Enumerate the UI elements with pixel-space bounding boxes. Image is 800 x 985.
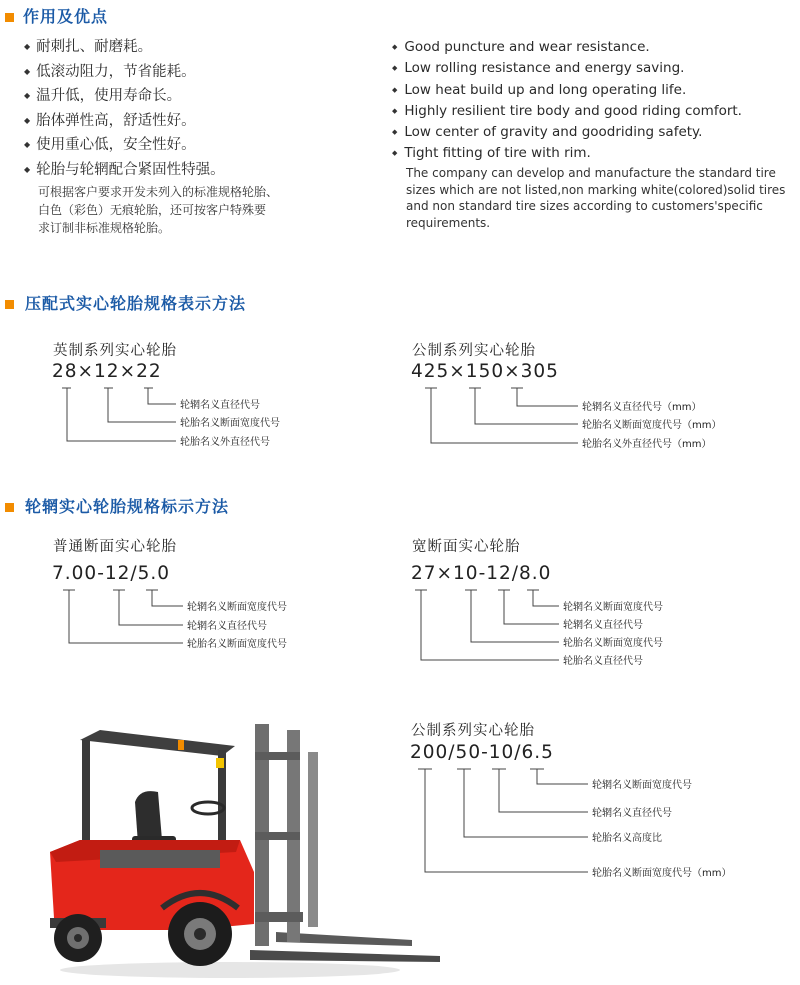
leader-line	[146, 590, 183, 606]
advantage-item-cn: ◆ 胎体弹性高，舒适性好。	[24, 110, 225, 135]
leader-line	[465, 590, 559, 642]
legend-label: 轮胎名义断面宽度代号（mm）	[582, 420, 722, 431]
note-line: requirements.	[406, 215, 491, 230]
wide-spec-code: 27×10-12/8.0	[411, 563, 552, 584]
leader-line	[457, 769, 588, 837]
leader-line	[511, 388, 578, 406]
legend-label: 轮胎名义直径代号	[563, 656, 643, 667]
legend-label: 轮胎名义外直径代号	[180, 437, 270, 448]
normal-section-title: 普通断面实心轮胎	[53, 539, 177, 555]
metric-leader-lines	[425, 388, 721, 450]
metric-rim-leader-lines	[418, 769, 731, 879]
leader-line	[530, 769, 588, 784]
metric-series-title: 公制系列实心轮胎	[412, 343, 536, 359]
wide-section-title: 宽断面实心轮胎	[412, 539, 521, 555]
metric-rim-title: 公制系列实心轮胎	[411, 723, 535, 739]
legend-label: 轮胎名义断面宽度代号	[563, 638, 663, 649]
leader-line	[425, 388, 578, 443]
legend-label: 轮辋名义直径代号	[563, 620, 643, 631]
legend-label: 轮辋名义直径代号	[180, 400, 260, 411]
legend-label: 轮辋名义直径代号	[592, 808, 672, 819]
note-line: The company can develop and manufacture the standard tire	[406, 166, 776, 180]
leader-line	[415, 590, 559, 660]
legend-label: 轮胎名义断面宽度代号（mm）	[592, 868, 732, 879]
normal-leader-lines	[63, 590, 287, 650]
advantage-item-en: ◆ Low center of gravity and goodriding safety.	[392, 123, 742, 144]
custom-note-cn	[38, 183, 278, 237]
advantage-item-cn: ◆ 轮胎与轮辋配合紧固性特强。	[24, 159, 225, 184]
advantage-item-en: ◆ Highly resilient tire body and good riding comfort.	[392, 102, 742, 123]
legend-label: 轮辋名义断面宽度代号	[592, 780, 692, 791]
leader-line	[144, 388, 176, 404]
inch-spec-code: 28×12×22	[52, 361, 162, 382]
section-title-press-on: 压配式实心轮胎规格表示方法	[25, 294, 247, 313]
section-title-advantages: 作用及优点	[23, 7, 109, 26]
leader-line	[62, 388, 176, 441]
legend-label: 轮胎名义高度比	[592, 833, 662, 844]
advantage-item-en: ◆ Low rolling resistance and energy saving.	[392, 59, 742, 80]
note-line: 求订制非标准规格轮胎。	[38, 221, 171, 235]
leader-line	[498, 590, 559, 624]
normal-spec-code: 7.00-12/5.0	[52, 563, 171, 584]
metric-rim-spec-code: 200/50-10/6.5	[410, 742, 554, 763]
leader-line	[63, 590, 183, 643]
legend-label: 轮辋名义直径代号	[187, 621, 267, 632]
advantage-item-en: ◆ Low heat build up and long operating life.	[392, 81, 742, 102]
note-line: 白色（彩色）无痕轮胎，还可按客户特殊要	[38, 203, 267, 217]
leader-line	[527, 590, 559, 606]
section-title-rim-solid: 轮辋实心轮胎规格标示方法	[25, 497, 230, 516]
legend-label: 轮辋名义断面宽度代号	[563, 602, 663, 613]
inch-series-title: 英制系列实心轮胎	[53, 343, 177, 359]
metric-spec-code: 425×150×305	[411, 361, 559, 382]
forklift-image	[40, 712, 440, 980]
advantages-list-en	[392, 38, 742, 166]
inch-leader-lines	[62, 388, 280, 448]
advantages-list-cn	[24, 36, 225, 183]
wide-leader-lines	[415, 590, 663, 667]
leader-line	[492, 769, 588, 812]
note-line: and non standard tire sizes according to customers'specific	[406, 199, 763, 213]
advantage-item-cn: ◆ 耐刺扎、耐磨耗。	[24, 36, 225, 61]
advantage-item-cn: ◆ 温升低，使用寿命长。	[24, 85, 225, 110]
note-line: sizes which are not listed,non marking white(colored)solid tires	[406, 182, 786, 197]
section-marker	[5, 503, 14, 512]
section-marker	[5, 13, 14, 22]
leader-line	[418, 769, 588, 872]
legend-label: 轮胎名义外直径代号（mm）	[582, 439, 712, 450]
advantage-item-cn: ◆ 低滚动阻力，节省能耗。	[24, 61, 225, 86]
legend-label: 轮辋名义断面宽度代号	[187, 602, 287, 613]
leader-line	[113, 590, 183, 625]
section-marker	[5, 300, 14, 309]
leader-line	[469, 388, 578, 424]
advantage-item-en: ◆ Tight fitting of tire with rim.	[392, 144, 742, 165]
legend-label: 轮胎名义断面宽度代号	[180, 418, 280, 429]
legend-label: 轮胎名义断面宽度代号	[187, 639, 287, 650]
advantage-item-cn: ◆ 使用重心低，安全性好。	[24, 134, 225, 159]
leader-line	[104, 388, 176, 422]
custom-note-en	[406, 165, 785, 231]
legend-label: 轮辋名义直径代号（mm）	[582, 402, 702, 413]
advantage-item-en: ◆ Good puncture and wear resistance.	[392, 38, 742, 59]
note-line: 可根据客户要求开发未列入的标准规格轮胎、	[38, 185, 279, 199]
